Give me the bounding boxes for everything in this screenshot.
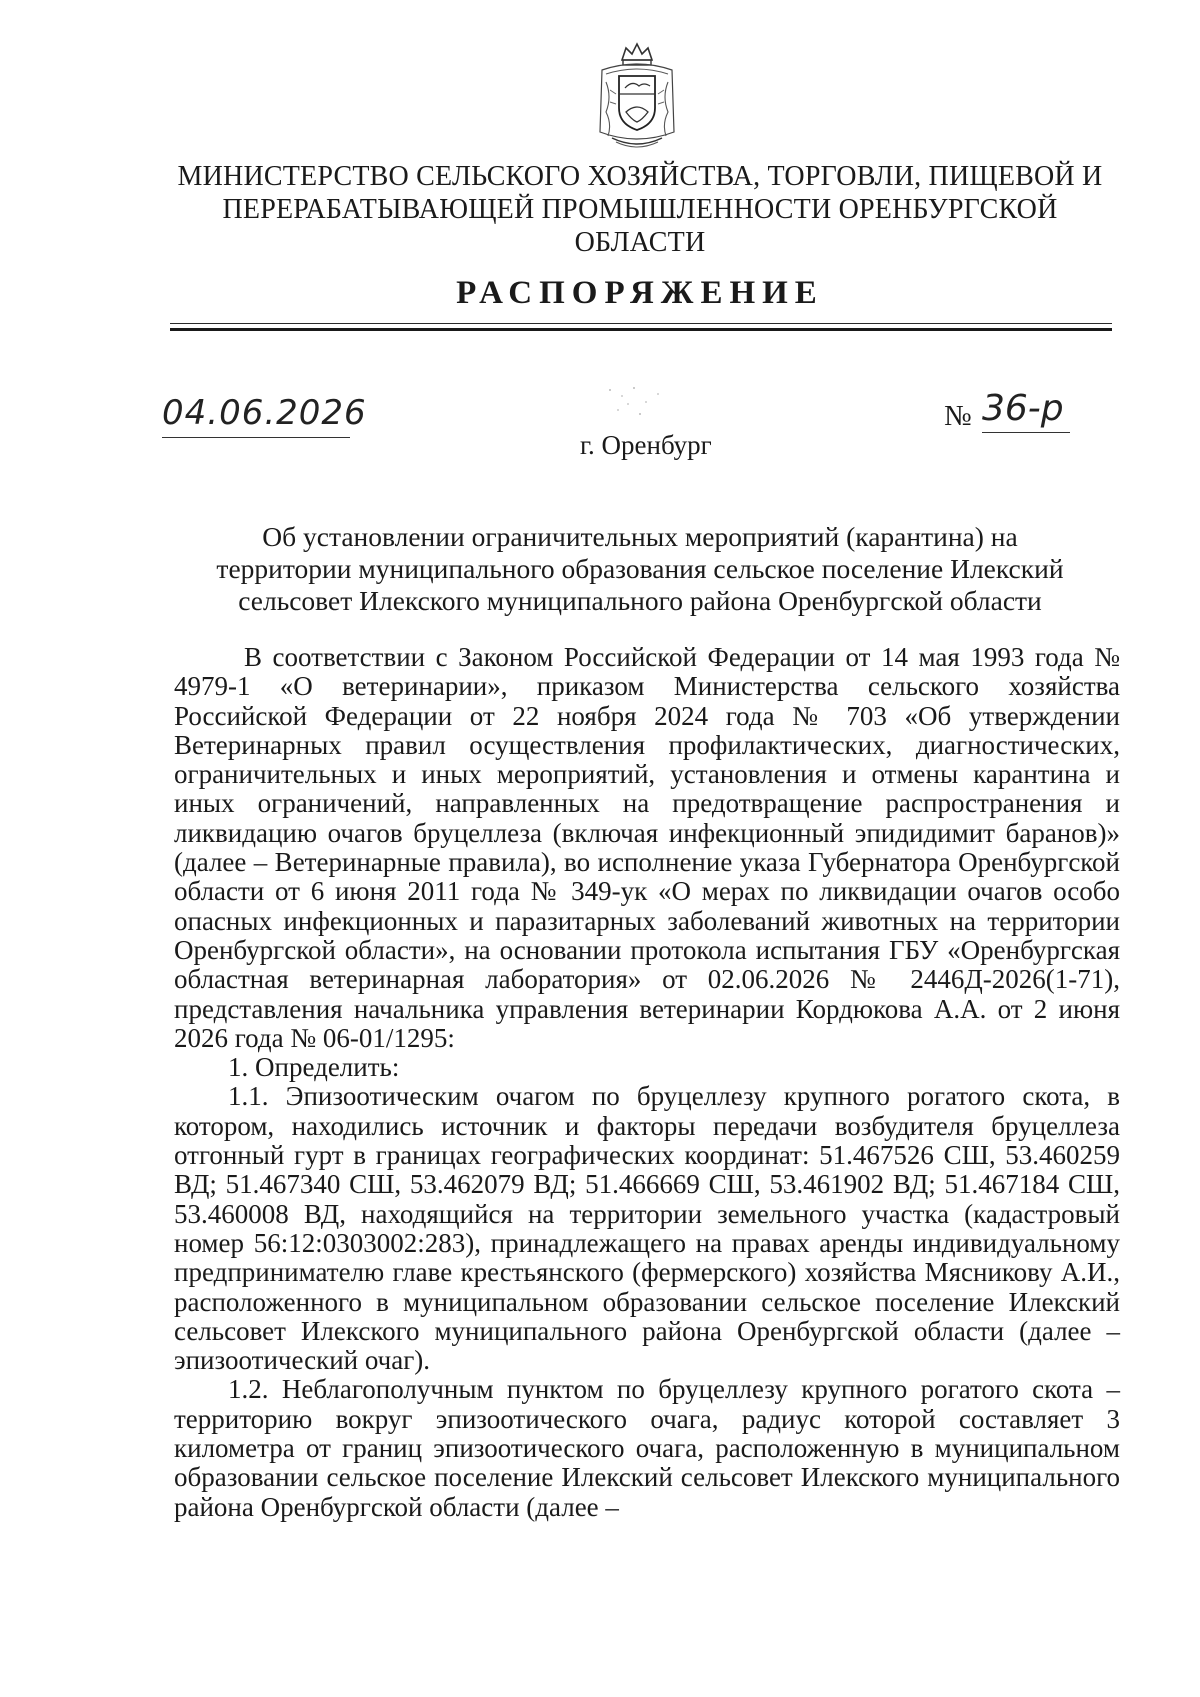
header-divider-thick bbox=[170, 328, 1112, 331]
title-line: сельсовет Илекского муниципального района Оренбургской области bbox=[238, 585, 1042, 616]
document-number: 36-р bbox=[982, 388, 1064, 429]
title-line: территории муниципального образования сельское поселение Илекский bbox=[216, 553, 1064, 584]
item-1-2-paragraph: 1.2. Неблагополучным пунктом по бруцеллезу крупного рогатого скота – территорию вокруг эпизоотического очага, радиус которой составляет 3 километра от границ эпизоотического очага, расположенную в муниципальном образовании сельское поселение Илекский сельсовет Илекского муниципального района Оренбургской области (далее – bbox=[174, 1374, 1120, 1522]
preamble-paragraph: В соответствии с Законом Российской Федерации от 14 мая 1993 года № 4979-1 «О ветеринарии», приказом Министерства сельского хозяйства Российской Федерации от 22 ноября 2024 года № 703 «Об утверждении Ветеринарных правил осуществления профилактических, диагностических, ограничительных и иных мероприятий, установления и отмены карантина и иных ограничений, направленных на предотвращение распространения и ликвидацию очагов бруцеллеза (включая инфекционный эпидидимит баранов)» (далее – Ветеринарные правила), во исполнение указа Губернатора Оренбургской области от 6 июня 2011 года № 349-ук «О мерах по ликвидации очагов особо опасных инфекционных и паразитарных заболеваний животных на территории Оренбургской области», на основании протокола испытания ГБУ «Оренбургская областная ветеринарная лаборатория» от 02.06.2026 № 2446Д-2026(1-71), представления начальника управления ветеринарии Кордюкова А.А. от 2 июня 2026 года № 06-01/1295: bbox=[174, 642, 1120, 1053]
document-body bbox=[174, 643, 1120, 1522]
header-divider-thin bbox=[170, 323, 1112, 324]
document-title bbox=[150, 521, 1130, 617]
document-city: г. Оренбург bbox=[580, 430, 712, 460]
title-line: Об установлении ограничительных мероприятий (карантина) на bbox=[262, 521, 1018, 552]
scan-noise bbox=[600, 382, 670, 424]
document-number-label: № bbox=[944, 400, 972, 432]
date-underline bbox=[162, 437, 350, 438]
coat-of-arms-icon bbox=[592, 42, 682, 150]
item-1-paragraph: 1. Определить: bbox=[228, 1052, 400, 1083]
ministry-line: МИНИСТЕРСТВО СЕЛЬСКОГО ХОЗЯЙСТВА, ТОРГОВЛИ, ПИЩЕВОЙ И bbox=[177, 161, 1103, 192]
item-1-1-paragraph: 1.1. Эпизоотическим очагом по бруцеллезу крупного рогатого скота, в котором, находились источник и факторы передачи возбудителя бруцеллеза отгонный гурт в границах географических координат: 51.467526 СШ, 53.460259 ВД; 51.467340 СШ, 53.462079 ВД; 51.466669 СШ, 53.461902 ВД; 51.467184 СШ, 53.460008 ВД, находящийся на территории земельного участка (кадастровый номер 56:12:0303002:283), принадлежащего на правах аренды индивидуальному предпринимателю главе крестьянского (фермерского) хозяйства Мясникову А.И., расположенного в муниципальном образовании сельское поселение Илекский сельсовет Илекского муниципального района Оренбургской области (далее – эпизоотический очаг). bbox=[174, 1081, 1120, 1376]
document-type: РАСПОРЯЖЕНИЕ bbox=[456, 275, 824, 311]
number-underline bbox=[982, 432, 1070, 433]
document-date: 04.06.2026 bbox=[162, 393, 367, 433]
ministry-line: ПЕРЕРАБАТЫВАЮЩЕЙ ПРОМЫШЛЕННОСТИ ОРЕНБУРГСКОЙ bbox=[222, 194, 1058, 225]
ministry-line: ОБЛАСТИ bbox=[574, 227, 706, 258]
ministry-name bbox=[150, 160, 1130, 259]
